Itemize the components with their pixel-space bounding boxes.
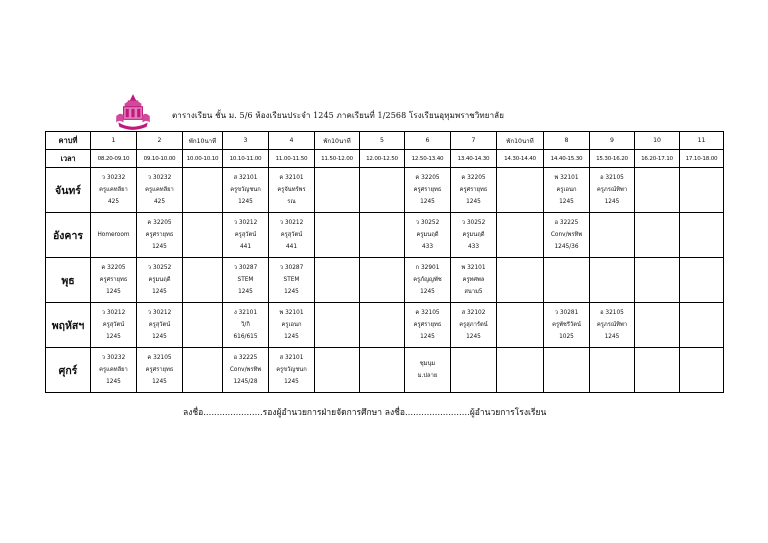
class-cell — [405, 303, 451, 348]
class-cell — [590, 258, 635, 303]
class-cell-line: 1245 — [152, 244, 167, 250]
day-row — [46, 303, 724, 348]
class-cell-line: 433 — [421, 244, 434, 250]
class-cell-line: ว 30287 — [233, 265, 258, 271]
class-cell-line: พ 32101 — [554, 175, 579, 181]
class-cell — [223, 303, 269, 348]
class-cell — [590, 303, 635, 348]
class-cell-line: อ 32225 — [554, 220, 579, 226]
day-name: จันทร์ — [46, 168, 91, 213]
class-cell-line: ครูสุวัตน์ — [234, 232, 257, 238]
day-row — [46, 348, 724, 393]
class-cell — [451, 213, 497, 258]
class-cell-line: Conv/พรทิพ — [229, 367, 262, 373]
class-cell — [680, 168, 724, 213]
class-cell — [405, 213, 451, 258]
class-cell-line: 433 — [467, 244, 480, 250]
period-header: พัก10นาที — [497, 132, 544, 150]
class-cell-line: ครูแคทลียา — [99, 187, 128, 193]
class-cell — [315, 348, 360, 393]
class-cell — [405, 168, 451, 213]
class-cell-line: ว 30252 — [415, 220, 440, 226]
class-cell — [360, 258, 405, 303]
period-header: 10 — [635, 132, 680, 150]
period-header: 2 — [137, 132, 183, 150]
class-cell-line: 441 — [239, 244, 252, 250]
class-cell-line: ว 30212 — [147, 310, 172, 316]
school-emblem-icon — [112, 91, 154, 133]
class-cell-line: ครูศรายุทธ — [99, 277, 128, 283]
class-cell — [497, 168, 544, 213]
class-cell-line: ครูภัญญพัช — [413, 277, 442, 283]
class-cell-line: 1245 — [466, 334, 481, 340]
class-cell-line: ว 30232 — [101, 355, 126, 361]
class-cell — [223, 348, 269, 393]
class-cell-line: ส 32101 — [279, 355, 304, 361]
class-cell — [183, 303, 223, 348]
class-cell — [451, 258, 497, 303]
class-cell-line: ว 30232 — [147, 175, 172, 181]
class-cell-line: ครูขวัญชนก — [230, 187, 261, 193]
class-cell — [497, 213, 544, 258]
period-label: คาบที่ — [46, 132, 91, 150]
class-cell-line: ม.ปลาย — [417, 373, 438, 379]
period-header: พัก10นาที — [183, 132, 223, 150]
class-cell-line: ครูศรายุทธ — [145, 232, 174, 238]
class-cell — [360, 168, 405, 213]
class-cell-line: 1245 — [106, 379, 121, 385]
class-cell-line: ว 30252 — [461, 220, 486, 226]
time-slot: 08.20-09.10 — [91, 150, 137, 168]
class-cell — [360, 348, 405, 393]
class-cell — [183, 348, 223, 393]
class-cell — [183, 168, 223, 213]
class-cell — [497, 303, 544, 348]
day-row — [46, 213, 724, 258]
class-cell-line: ค 32205 — [461, 175, 486, 181]
class-cell-line: 1245 — [284, 379, 299, 385]
period-header: 11 — [680, 132, 724, 150]
class-cell-line: ค 32205 — [147, 220, 172, 226]
class-cell-line: ค 32205 — [101, 265, 126, 271]
class-cell-line: Conv/พรทิพ — [550, 232, 583, 238]
class-cell-line: ว 30212 — [233, 220, 258, 226]
class-cell — [91, 213, 137, 258]
class-cell — [544, 258, 590, 303]
class-cell — [590, 168, 635, 213]
class-cell — [635, 303, 680, 348]
class-cell-line: 1245 — [152, 334, 167, 340]
class-cell-line: วิ/กิ — [241, 322, 250, 328]
class-cell-line: พ 32101 — [461, 265, 486, 271]
class-cell-line: 1245 — [420, 334, 435, 340]
class-cell-line: ส 32102 — [461, 310, 486, 316]
class-cell — [497, 348, 544, 393]
time-slot: 12.00-12.50 — [360, 150, 405, 168]
period-header: 1 — [91, 132, 137, 150]
time-slot: 15.30-16.20 — [590, 150, 635, 168]
time-slot: 11.50-12.00 — [315, 150, 360, 168]
class-cell — [405, 258, 451, 303]
signature-line: ลงชื่อ......................รองผู้อำนวยการฝ่ายจัดการศึกษา ลงชื่อ........................ผู้อำนวยการโรงเรียน — [183, 408, 547, 418]
class-cell — [269, 213, 315, 258]
class-cell — [590, 348, 635, 393]
class-cell-line: อ 32105 — [600, 310, 624, 316]
class-cell — [137, 258, 183, 303]
class-cell-line: อ 32105 — [600, 175, 624, 181]
time-slot: 11.00-11.50 — [269, 150, 315, 168]
class-cell-line: ครูขวัญชนก — [276, 367, 307, 373]
class-cell — [91, 168, 137, 213]
class-cell-line: 425 — [107, 199, 120, 205]
class-cell-line: 1025 — [559, 334, 574, 340]
class-cell-line: ครูศรายุทธ — [145, 367, 174, 373]
class-cell-line: ครูเอนก — [281, 322, 302, 328]
timetable — [45, 131, 724, 393]
time-slot: 10.00-10.10 — [183, 150, 223, 168]
class-cell — [223, 213, 269, 258]
class-cell — [137, 348, 183, 393]
class-cell-line: ว 30281 — [554, 310, 579, 316]
class-cell-line: 1245 — [559, 199, 574, 205]
class-cell — [91, 258, 137, 303]
class-cell-line: ครูจันทร์พร — [277, 187, 306, 193]
class-cell — [315, 213, 360, 258]
class-cell — [635, 258, 680, 303]
class-cell-line: ครูภรณ์ทิพา — [596, 322, 628, 328]
class-cell-line: ว 30252 — [147, 265, 172, 271]
class-cell — [635, 348, 680, 393]
class-cell — [590, 213, 635, 258]
class-cell-line: พ 32101 — [279, 310, 304, 316]
class-cell-line: ว 30212 — [279, 220, 304, 226]
class-cell-line: 1245 — [604, 199, 620, 205]
day-name: พฤหัสฯ — [46, 303, 91, 348]
period-header: 4 — [269, 132, 315, 150]
class-cell — [315, 168, 360, 213]
class-cell-line: 441 — [285, 244, 298, 250]
class-cell-line: ครูมนฤดี — [148, 277, 171, 283]
class-cell — [405, 348, 451, 393]
class-cell-line: 1245 — [284, 289, 299, 295]
class-cell-line: ค 32101 — [279, 175, 304, 181]
class-cell-line: อ 32225 — [233, 355, 258, 361]
class-cell — [680, 213, 724, 258]
class-cell-line: ครูศรายุทธ — [459, 187, 488, 193]
class-cell-line: 1245 — [106, 289, 121, 295]
period-header-row — [46, 132, 724, 150]
class-cell — [137, 213, 183, 258]
class-cell-line: 425 — [153, 199, 166, 205]
class-cell-line: 1245 — [420, 199, 435, 205]
time-slot: 10.10-11.00 — [223, 150, 269, 168]
day-row — [46, 258, 724, 303]
time-slot: 14.40-15.30 — [544, 150, 590, 168]
class-cell — [223, 168, 269, 213]
class-cell-line: ครูสุภารัตน์ — [459, 322, 488, 328]
class-cell — [544, 168, 590, 213]
time-slot: 16.20-17.10 — [635, 150, 680, 168]
class-cell-line: ครูสุวัตน์ — [280, 232, 303, 238]
time-slot: 17.10-18.00 — [680, 150, 724, 168]
class-cell — [137, 303, 183, 348]
class-cell-line: 1245 — [152, 289, 167, 295]
class-cell-line: ว 30232 — [101, 175, 126, 181]
time-slot: 09.10-10.00 — [137, 150, 183, 168]
class-cell — [223, 258, 269, 303]
class-cell — [183, 213, 223, 258]
day-name: ศุกร์ — [46, 348, 91, 393]
class-cell — [269, 348, 315, 393]
class-cell — [360, 303, 405, 348]
class-cell-line: ก 32901 — [415, 265, 440, 271]
class-cell — [451, 303, 497, 348]
class-cell-line: 1245 — [284, 334, 299, 340]
time-slot: 12.50-13.40 — [405, 150, 451, 168]
class-cell-line: 616/615 — [233, 334, 258, 340]
day-name: พุธ — [46, 258, 91, 303]
class-cell-line: STEM — [237, 277, 254, 283]
period-header: 6 — [405, 132, 451, 150]
class-cell-line: ว 30212 — [101, 310, 126, 316]
period-header: 3 — [223, 132, 269, 150]
class-cell-line: Homeroom — [97, 232, 130, 238]
time-slot: 13.40-14.30 — [451, 150, 497, 168]
class-cell-line: 1245 — [238, 289, 253, 295]
class-cell-line: ครูแคทลียา — [145, 187, 174, 193]
class-cell — [544, 303, 590, 348]
class-cell-line: ครูแคทลียา — [99, 367, 128, 373]
day-row — [46, 168, 724, 213]
time-header-row — [46, 150, 724, 168]
class-cell-line: ครูสุวัตน์ — [102, 322, 125, 328]
class-cell — [680, 258, 724, 303]
class-cell-line: ครูศรายุทธ — [413, 187, 442, 193]
class-cell-line: ค 32105 — [415, 310, 440, 316]
class-cell-line: ว 30287 — [279, 265, 304, 271]
period-header: 7 — [451, 132, 497, 150]
class-cell — [680, 348, 724, 393]
class-cell — [269, 168, 315, 213]
class-cell-line: 1245 — [238, 199, 253, 205]
class-cell-line: ค 32205 — [415, 175, 440, 181]
time-label: เวลา — [46, 150, 91, 168]
class-cell-line: 1245 — [106, 334, 121, 340]
class-cell — [635, 168, 680, 213]
class-cell — [544, 213, 590, 258]
class-cell-line: 1245 — [604, 334, 620, 340]
class-cell-line: ครูสุวัตน์ — [148, 322, 171, 328]
period-header: 9 — [590, 132, 635, 150]
class-cell-line: 1245 — [466, 199, 481, 205]
class-cell — [451, 168, 497, 213]
class-cell-line: สนาม5 — [464, 289, 483, 295]
day-name: อังคาร — [46, 213, 91, 258]
class-cell-line: 1245/28 — [233, 379, 258, 385]
class-cell — [91, 303, 137, 348]
class-cell-line: ครูทศพล — [462, 277, 485, 283]
class-cell-line: 1245/36 — [554, 244, 579, 250]
class-cell — [360, 213, 405, 258]
class-cell — [91, 348, 137, 393]
class-cell-line: 1245 — [420, 289, 435, 295]
class-cell-line: ค 32105 — [147, 355, 172, 361]
class-cell — [497, 258, 544, 303]
class-cell — [635, 213, 680, 258]
class-cell-line: ครูศรายุทธ — [413, 322, 442, 328]
page-title: ตารางเรียน ชั้น ม. 5/6 ห้องเรียนประจำ 1245 ภาคเรียนที่ 1/2568 โรงเรียนอุทุมพราชวิทยาลัย — [172, 111, 504, 120]
class-cell — [269, 303, 315, 348]
class-cell — [315, 258, 360, 303]
class-cell — [315, 303, 360, 348]
class-cell — [269, 258, 315, 303]
class-cell-line: ครูมนฤดี — [462, 232, 485, 238]
period-header: พัก10นาที — [315, 132, 360, 150]
class-cell-line: ครูภรณ์ทิพา — [596, 187, 628, 193]
class-cell — [183, 258, 223, 303]
class-cell — [137, 168, 183, 213]
time-slot: 14.30-14.40 — [497, 150, 544, 168]
period-header: 5 — [360, 132, 405, 150]
class-cell-line: รณ — [287, 199, 296, 205]
class-cell — [544, 348, 590, 393]
period-header: 8 — [544, 132, 590, 150]
class-cell-line: ชุมนุม — [419, 361, 436, 367]
class-cell-line: ง 32101 — [233, 310, 258, 316]
class-cell-line: ส 32101 — [233, 175, 258, 181]
class-cell — [451, 348, 497, 393]
class-cell-line: ครูเอนก — [556, 187, 577, 193]
class-cell-line: 1245 — [152, 379, 167, 385]
timetable-body — [46, 168, 724, 393]
class-cell-line: ครูมนฤดี — [416, 232, 439, 238]
class-cell-line: ครูพัชรีวัตน์ — [552, 322, 581, 328]
class-cell — [680, 303, 724, 348]
class-cell-line: STEM — [283, 277, 300, 283]
